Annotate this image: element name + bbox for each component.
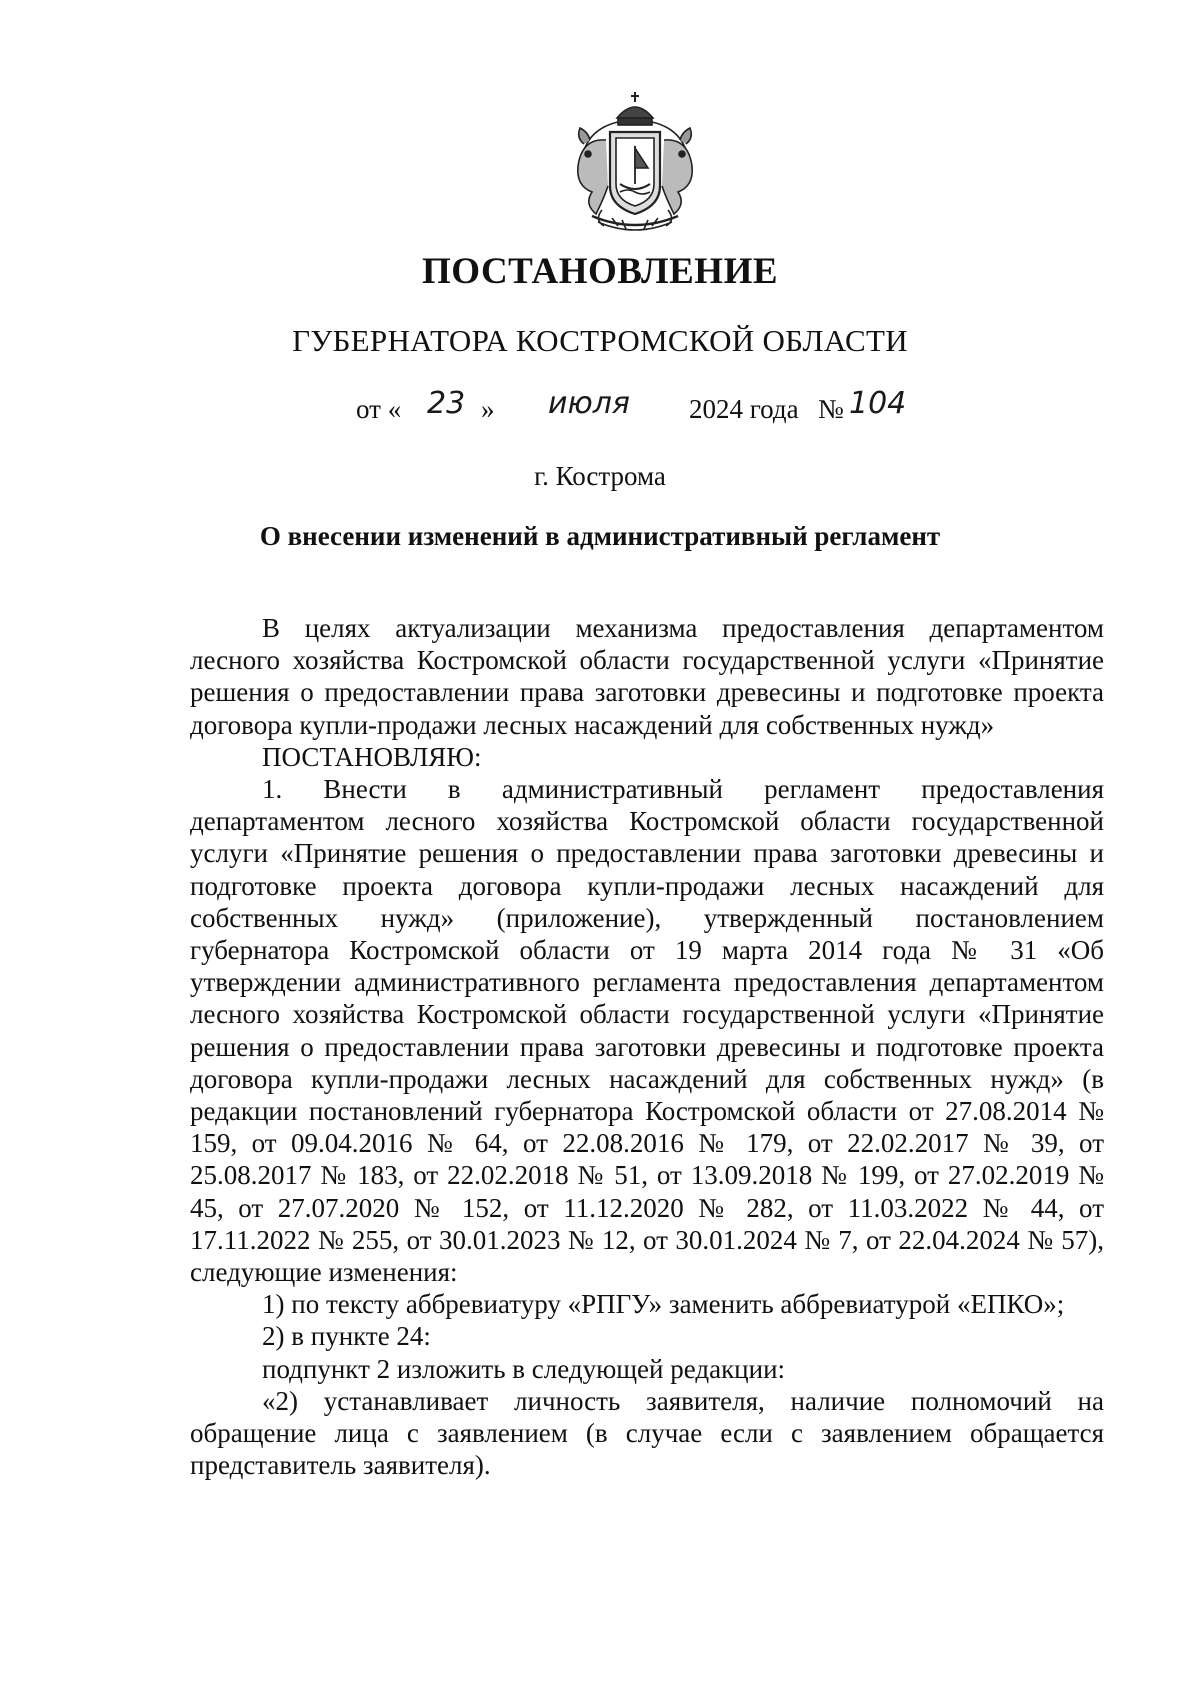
preamble-paragraph: В целях актуализации механизма предоставления департаментом лесного хозяйства Костромской области государственной услуги «Принятие решения о предоставлении права заготовки древесины и подготовке проекта договора купли-продажи лесных насаждений для собственных нужд» [190, 613, 1104, 740]
document-subtitle: ГУБЕРНАТОРА КОСТРОМСКОЙ ОБЛАСТИ [292, 323, 908, 358]
subitem-1-paragraph: 1) по тексту аббревиатуру «РПГУ» заменить аббревиатурой «ЕПКО»; [262, 1289, 1065, 1320]
date-prefix: от « [356, 394, 402, 424]
date-day-close: » [481, 394, 495, 424]
resolve-paragraph: ПОСТАНОВЛЯЮ: [262, 741, 482, 772]
handwritten-month: июля [548, 386, 630, 421]
document-body [190, 612, 1104, 1481]
date-line [0, 386, 1200, 436]
number-sign: № [818, 394, 844, 424]
item-1-paragraph: 1. Внести в административный регламент предоставления департаментом лесного хозяйства Костромской области государственной услуги «Принятие решения о предоставлении права заготовки древесины и подготовке проекта договора купли-продажи лесных насаждений для собственных нужд» (приложение), утвержденный постановлением губернатора Костромской области от 19 марта 2014 года № 31 «Об утверждении административного регламента предоставления департаментом лесного хозяйства Костромской области государственной услуги «Принятие решения о предоставлении права заготовки древесины и подготовке проекта договора купли-продажи лесных насаждений для собственных нужд» (в редакции постановлений губернатора Костромской области от 27.08.2014 № 159, от 09.04.2016 № 64, от 22.08.2016 № 179, от 22.02.2017 № 39, от 25.08.2017 № 183, от 22.02.2018 № 51, от 13.09.2018 № 199, от 27.02.2019 № 45, от 27.07.2020 № 152, от 11.12.2020 № 282, от 11.03.2022 № 44, от 17.11.2022 № 255, от 30.01.2023 № 12, от 30.01.2024 № 7, от 22.04.2024 № 57), следующие изменения: [190, 774, 1104, 1288]
subclause-paragraph: подпункт 2 изложить в следующей редакции: [262, 1353, 786, 1384]
document-heading: О внесении изменений в административный регламент [259, 521, 941, 551]
subitem-2-paragraph: 2) в пункте 24: [262, 1321, 431, 1352]
date-year: 2024 года [689, 394, 799, 424]
handwritten-day: 23 [427, 386, 466, 421]
handwritten-number: 104 [849, 386, 907, 421]
coat-of-arms-emblem [562, 88, 708, 238]
document-title: ПОСТАНОВЛЕНИЕ [421, 251, 779, 292]
city-name: г. Кострома [534, 461, 666, 491]
quoted-clause-paragraph: «2) устанавливает личность заявителя, наличие полномочий на обращение лица с заявлением (в случае если с заявлением обращается представитель заявителя). [190, 1385, 1104, 1481]
